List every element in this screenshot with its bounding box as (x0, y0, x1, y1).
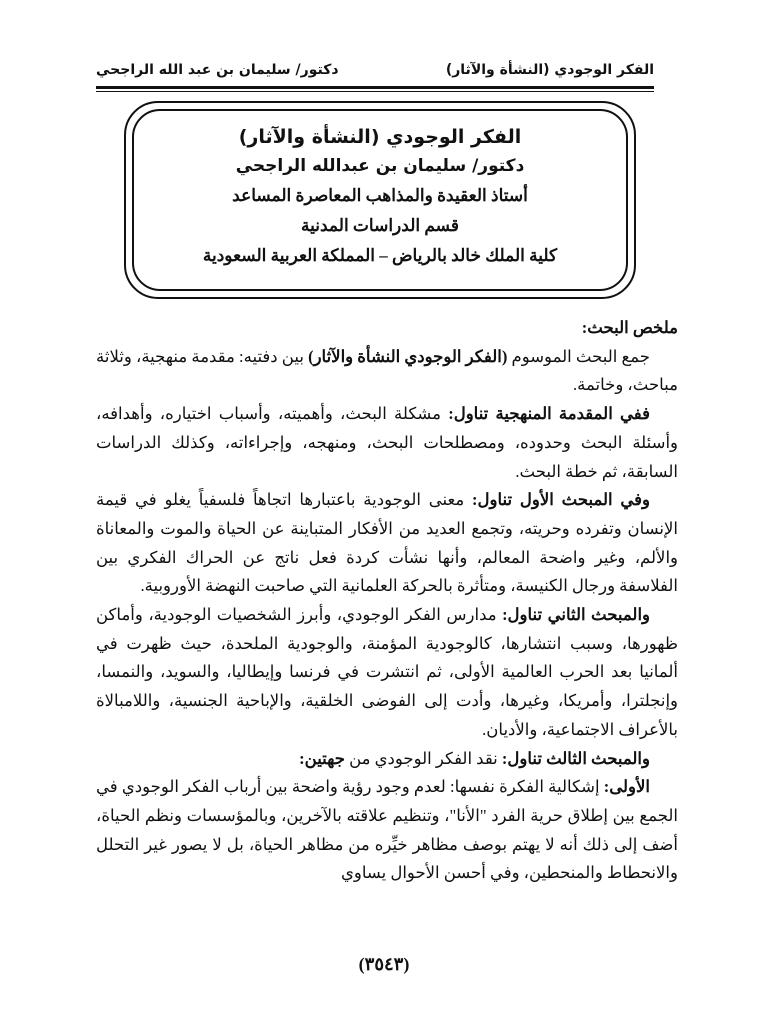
paragraph-introduction (96, 400, 678, 486)
paragraph-lead: الأولى: (603, 777, 650, 797)
intro-post: بين دفتيه: مقدمة منهجية، وثلاثة مباحث، وخاتمة. (96, 346, 678, 395)
running-header-author: دكتور/ سليمان بن عبد الله الراجحي (96, 62, 339, 78)
header-rule-thin (96, 91, 654, 92)
author-name: دكتور/ سليمان بن عبدالله الراجحي (235, 156, 525, 176)
intro-pre: جمع البحث الموسوم (507, 346, 650, 366)
paragraph-lead: والمبحث الثالث تناول: (501, 748, 650, 768)
abstract-body (96, 314, 678, 888)
title-box-inner (132, 109, 628, 291)
page-number: (٣٥٤٣) (358, 954, 410, 974)
paragraph-first-section (96, 486, 678, 601)
paragraph-text: معنى الوجودية باعتبارها اتجاهاً فلسفياً يغلو في قيمة الإنسان وتفرده وحريته، وتجمع العديد من الأفكار المتباينة عن الحياة والموت والمعاناة والألم، وغير واضحة المعالم، وأنها نشأت كردة فعل ناتج عن الحراك الفكري بين الفلاسفة ورجال الكنيسة، ومتأثرة بالحركة العلمانية التي صاحبت النهضة الأوروبية. (96, 490, 678, 596)
author-institution: كلية الملك خالد بالرياض – المملكة العربية السعودية (202, 246, 558, 265)
title-box (124, 101, 636, 299)
running-header (96, 58, 654, 82)
running-header-title: الفكر الوجودي (النشأة والآثار) (445, 62, 654, 78)
paragraph-text: مشكلة البحث، وأهميته، وأسباب اختياره، وأهدافه، وأسئلة البحث وحدوده، ومصطلحات البحث، ومنهجه، وإجراءاته، وكذلك الدراسات السابقة، ثم خطة البحث. (96, 404, 678, 481)
paragraph-lead: والمبحث الثاني تناول: (502, 605, 650, 625)
author-position: أستاذ العقيدة والمذاهب المعاصرة المساعد (232, 186, 528, 205)
header-rule (96, 86, 654, 89)
paper-title: الفكر الوجودي (النشأة والآثار) (238, 126, 522, 148)
paragraph-first-aspect (96, 773, 678, 888)
intro-bold-title: (الفكر الوجودي النشأة والآثار) (308, 346, 508, 366)
paragraph-text: إشكالية الفكرة نفسها: لعدم وجود رؤية واضحة بين أرباب الفكر الوجودي في الجمع بين إطلاق حرية الفرد "الأنا"، وتنظيم علاقته بالآخرين، وبالمؤسسات ونظم الحياة، أضف إلى ذلك أنه لا يهتم بوصف مظاهر خيِّره من مظاهر الحياة، بل لا يصور غير التحلل والانحطاط والمنحطين، وفي أحسن الأحوال يساوي (96, 777, 678, 883)
paragraph-bold-end: جهتين: (299, 748, 345, 768)
paragraph-third-section (96, 745, 678, 774)
author-department: قسم الدراسات المدنية (301, 216, 459, 235)
abstract-intro (96, 343, 678, 400)
abstract-heading: ملخص البحث: (581, 318, 678, 337)
paragraph-lead: وفي المبحث الأول تناول: (472, 490, 650, 510)
paragraph-lead: ففي المقدمة المنهجية تناول: (448, 404, 650, 424)
paragraph-text: نقد الفكر الوجودي من (344, 748, 502, 768)
paragraph-text: مدارس الفكر الوجودي، وأبرز الشخصيات الوجودية، وأماكن ظهورها، وسبب انتشارها، كالوجودية المؤمنة، والوجودية الملحدة، حيث ظهرت في ألمانيا بعد الحرب العالمية الأولى، ثم انتشرت في فرنسا وإيطاليا، والسويد، والنمسا، وإنجلترا، وأمريكا، وغيرها، وأدت إلى الفوضى الخلقية، والإباحية الجنسية، واللامبالاة بالأعراف الاجتماعية، والأديان. (96, 605, 678, 739)
paragraph-second-section (96, 601, 678, 745)
